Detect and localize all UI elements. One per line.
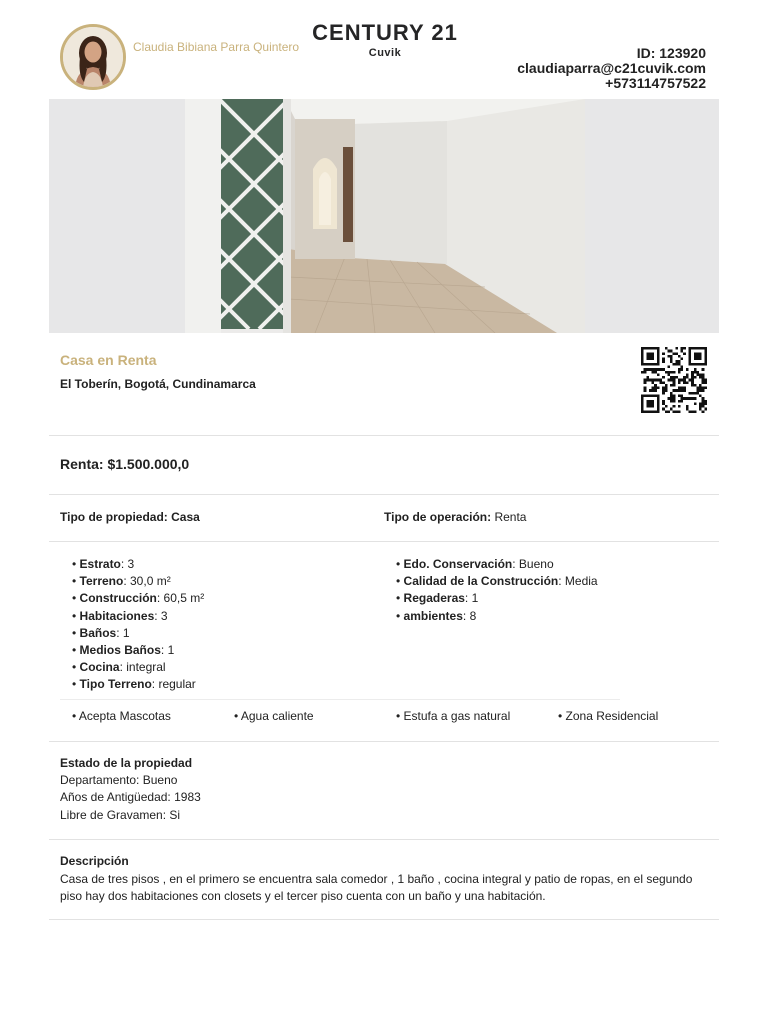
property-status [60,755,201,824]
amenity-item: • Agua caliente [234,709,314,723]
qr-code-icon[interactable] [641,347,707,413]
amenity-item: • Zona Residencial [558,709,659,723]
listing-id: ID: 123920 [636,45,706,61]
divider [49,741,719,742]
listing-price: Renta: $1.500.000,0 [60,456,190,472]
agent-name: Claudia Bibiana Parra Quintero [133,40,300,54]
status-line: Departamento: Bueno [60,773,178,788]
agent-avatar [60,24,126,90]
feature-item: • Estrato: 3 [72,557,135,571]
contact-email[interactable]: claudiaparra@c21cuvik.com [517,60,706,76]
listing-location: El Toberín, Bogotá, Cundinamarca [60,377,256,391]
section-title: Estado de la propiedad [60,756,193,770]
operation-type-label: Tipo de operación: [384,510,492,524]
divider [49,919,719,920]
feature-item: • Medios Baños: 1 [72,643,175,658]
feature-item: • Tipo Terreno: regular [72,677,196,692]
property-type: Tipo de propiedad: Casa [60,510,200,524]
listing-heading [60,352,256,391]
amenity-item: • Acepta Mascotas [72,709,171,723]
property-photo-image [185,99,585,333]
divider [60,699,620,700]
description-text: Casa de tres pisos , en el primero se encuentra sala comedor , 1 baño , cocina integral y patio de ropas, en el segundo piso hay dos habitaciones con closets y el tercer piso cuenta con un baño y una habitación. [60,871,693,904]
divider [49,839,719,840]
operation-type-value: Renta [491,510,527,524]
contact-block [517,46,706,91]
logo-office: Cuvik [368,47,402,59]
divider [49,494,719,495]
operation-type [384,510,526,524]
feature-item: • Edo. Conservación: Bueno [396,557,554,571]
century21-logo [310,20,460,59]
feature-item: • Construcción: 60,5 m² [72,591,205,606]
amenity-item: • Estufa a gas natural [396,709,511,723]
feature-item: • Cocina: integral [72,660,166,675]
header [0,0,768,100]
contact-phone[interactable]: +573114757522 [605,75,706,91]
section-title: Descripción [60,854,129,868]
divider [49,435,719,436]
property-photo [49,99,719,333]
status-line: Libre de Gravamen: Si [60,807,181,822]
listing-type: Casa en Renta [60,352,157,368]
feature-item: • Calidad de la Construcción: Media [396,574,598,589]
feature-item: • Habitaciones: 3 [72,608,168,623]
logo-brand: CENTURY 21 [312,20,458,45]
description [60,853,710,906]
status-line: Años de Antigüedad: 1983 [60,790,201,805]
feature-item: • Baños: 1 [72,625,130,640]
features-right [396,556,598,625]
divider [49,541,719,542]
features-left [72,556,204,694]
feature-item: • Terreno: 30,0 m² [72,574,171,589]
feature-item: • Regaderas: 1 [396,591,479,606]
feature-item: • ambientes: 8 [396,608,477,623]
